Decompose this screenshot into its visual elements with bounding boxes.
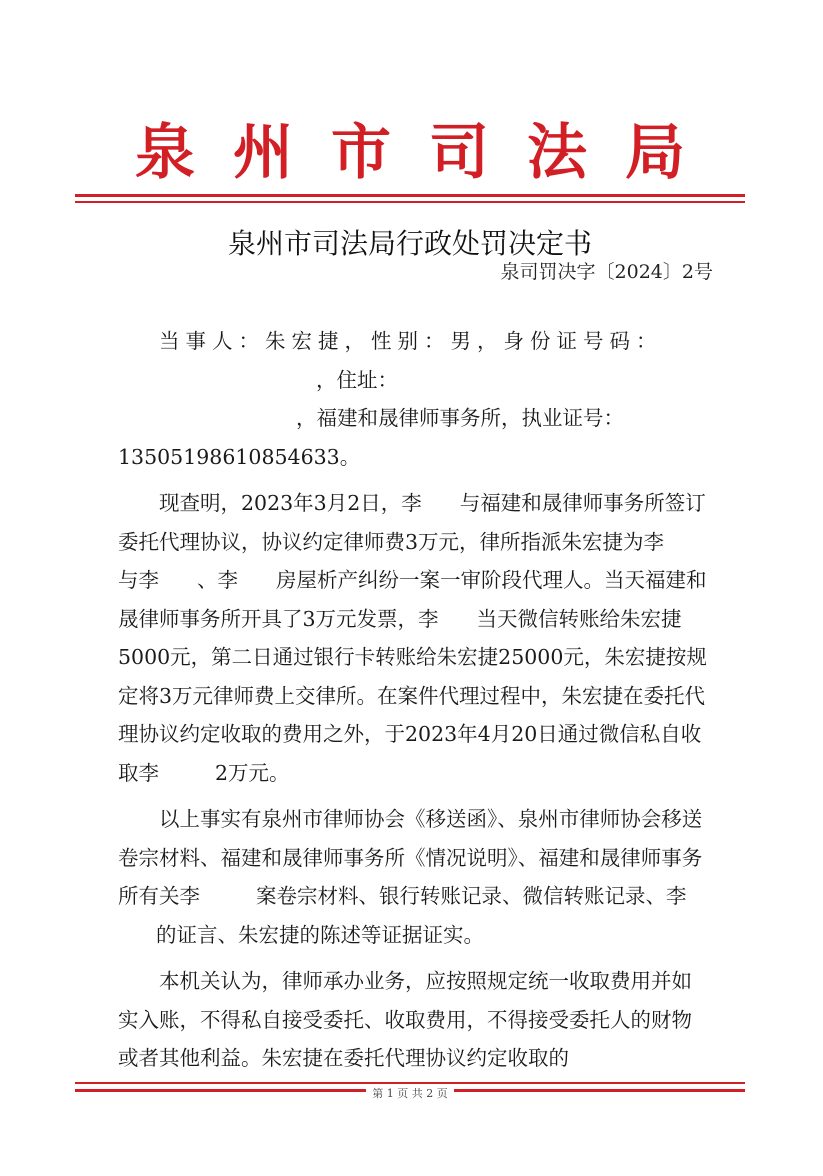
facts-text: 2万元。	[215, 760, 290, 785]
document-title: 泉州市司法局行政处罚决定书	[227, 227, 592, 260]
opinion-paragraph: 本机关认为，律师承办业务，应按照规定统一收取费用并如实入账，不得私自接受委托、收取费用，不得接受委托人的财物或者其他利益。朱宏捷在委托代理协议约定收取的	[118, 969, 692, 1070]
evidence-text: 的证言、朱宏捷的陈述等证据证实。	[156, 922, 484, 947]
facts-text: 现查明，2023年3月2日，李	[159, 491, 422, 515]
evidence-text: 以上事实有泉州市律师协会《移送函》、泉州市律师协会移送卷宗材料、福建和晟律师事务所《情况说明》、福建和晟律师事务所有关李	[118, 807, 703, 908]
party-line-3	[118, 399, 708, 438]
header-rule-thin	[75, 201, 745, 203]
document-number: 泉司罚决字〔2024〕2号	[500, 261, 713, 283]
page-number	[75, 1087, 745, 1101]
party-line-1: 当事人：朱宏捷，性别：男，身份证号码：	[159, 329, 663, 353]
party-line-4: 13505198610854633。	[118, 444, 361, 469]
party-line-2	[118, 361, 708, 400]
facts-text: 当天微信转账给朱宏捷5000元，第二日通过银行卡转账给朱宏捷25000元，朱宏捷按规定将3万元律师费上交律所。在案件代理过程中，朱宏捷在委托代理协议约定收取的费用之外，于2023年4月20日通过微信私自收取李	[118, 606, 707, 785]
page-number-label: 第 1 页 共 2 页	[366, 1087, 453, 1100]
agency-header: 泉州市司法局	[135, 118, 723, 188]
facts-text: 房屋析产纠纷一案一审阶段代理人。当天福建和晟律师事务所开具了3万元发票，李	[118, 568, 707, 631]
evidence-text: 案卷宗材料、银行转账记录、微信转账记录、李	[256, 884, 687, 908]
evidence-paragraph	[118, 800, 708, 954]
facts-text: 与李	[118, 568, 159, 592]
facts-paragraph	[118, 484, 708, 792]
party-firm-label: ，福建和晟律师事务所，执业证号：	[296, 406, 624, 430]
facts-text: 与福建和晟律师事务所签订委托代理协议，协议约定律师费3万元，律所指派朱宏捷为李	[118, 491, 706, 554]
document-body	[118, 322, 708, 1078]
facts-text: 、李	[197, 568, 238, 592]
footer-rule-thin	[75, 1082, 745, 1084]
party-address-label: ，住址：	[316, 367, 398, 392]
header-rule-thick	[75, 194, 745, 197]
